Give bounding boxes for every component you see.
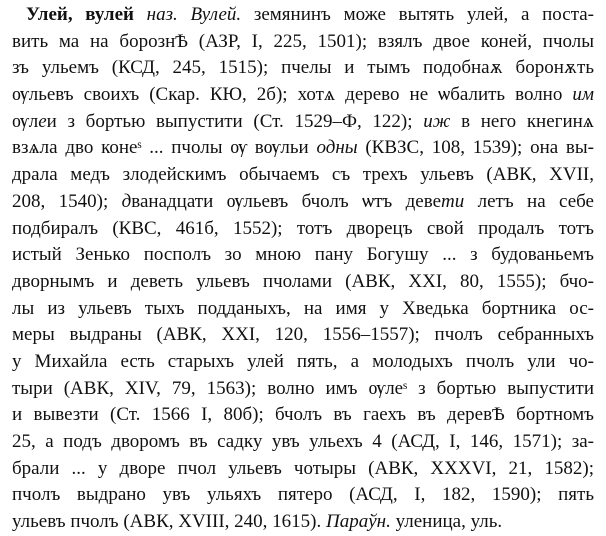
entry-text: ѹльевъ своихъ (Скар. КЮ, 2б); хотѧ дерево не ѡбалить волно (12, 84, 573, 106)
entry-text: (КВЗС, 108, 1539); она вы- (357, 137, 594, 159)
entry-line (12, 189, 594, 216)
entry-text: уленица, уль. (390, 511, 503, 533)
entry-line (12, 55, 594, 82)
italic-text: д (121, 190, 132, 212)
italic-text: одны (316, 137, 358, 159)
entry-text: драла медъ злодейскимъ обычаемъ съ трехъ ульевъ (АВК, XVII, (12, 164, 594, 186)
italic-text: им (572, 84, 594, 106)
entry-text: брали ... у дворе пчол ульевъ чотыры (АВК, XXXVI, 21, 1582); (12, 457, 594, 479)
entry-text: и з бортью выпустити (Ст. 1529–Ф, 122); (46, 110, 424, 132)
entry-line (12, 296, 594, 323)
entry-line (12, 376, 594, 403)
entry-text: 25, а подъ дворомъ въ садку увъ ульехъ 4 (АСД, I, 146, 1571); за- (12, 431, 594, 452)
entry-text: дворнымъ и деветь ульевъ пчолами (АВК, XXI, 80, 1555); бчо- (12, 270, 594, 292)
entry-line (12, 2, 594, 29)
entry-text: подбиралъ (КВС, 461б, 1552); тотъ дворецъ свой продалъ тотъ (12, 217, 594, 239)
entry-text: 208, 1540); (12, 190, 122, 212)
entry-line (12, 82, 594, 109)
entry-line (12, 135, 594, 162)
italic-text: иж (423, 110, 451, 132)
dictionary-entry (12, 2, 594, 536)
entry-text: у Михайла есть старыхъ улей пять, а молодыхъ пчолъ ули чо- (12, 350, 594, 372)
entry-text: взѧла дво конеˢ ... пчолы ѹ вѹльи (12, 137, 317, 159)
entry-line (12, 456, 594, 483)
entry-line (12, 29, 594, 56)
entry-line (12, 402, 594, 429)
entry-text: вить ма на борознѢ (АЗР, I, 225, 1501); взялъ двое коней, пчолы (12, 30, 594, 52)
entry-line (12, 322, 594, 349)
italic-text: наз. Вулей. (146, 4, 242, 25)
entry-line (12, 242, 594, 269)
entry-text: ванадцати ѹльевъ бчолъ ѡтъ деве (131, 190, 442, 212)
italic-text: ти (441, 190, 465, 212)
entry-text: истый Зенько посполъ зо мною пану Богушу ... з будованьемъ (12, 244, 594, 266)
entry-text: пчолъ выдрано увъ ульяхъ пятеро (АСД, I, 182, 1590); пять (12, 484, 594, 506)
entry-line (12, 482, 594, 509)
entry-text: лы из ульевъ тыхъ подданыхъ, на имя у Хведька бортника ос- (12, 297, 594, 319)
entry-text: и вывезти (Ст. 1566 І, 80б); бчолъ въ гаехъ въ деревѢ бортномъ (12, 404, 594, 426)
entry-text: в него кнегинѧ (450, 110, 594, 132)
entry-text: ульевъ пчолъ (АВК, XVIII, 240, 1615). (12, 511, 326, 533)
entry-line (12, 216, 594, 243)
entry-text: тыри (АВК, XIV, 79, 1563); волно имъ ѹлеˢ з бортью выпустити (12, 377, 594, 399)
entry-text: летъ на себе (464, 190, 594, 212)
entry-line (12, 109, 594, 136)
italic-text: Параўн. (326, 511, 391, 533)
entry-line (12, 509, 594, 536)
entry-line (12, 429, 594, 456)
entry-line (12, 162, 594, 189)
entry-text: меры выдраны (АВК, XXI, 120, 1556–1557); пчолъ себранныхъ (12, 324, 594, 346)
entry-text: ѹл (12, 110, 39, 132)
entry-line (12, 269, 594, 296)
entry-text: земянинъ може вытять улей, а поста- (241, 4, 594, 25)
italic-text: е (38, 110, 47, 132)
entry-line (12, 349, 594, 376)
entry-text: зъ ульемъ (КСД, 245, 1515); пчелы и тымъ подобнаѫ боронѫть (12, 57, 594, 79)
entry-text (134, 4, 147, 25)
headword: Улей, вулей (26, 4, 134, 25)
